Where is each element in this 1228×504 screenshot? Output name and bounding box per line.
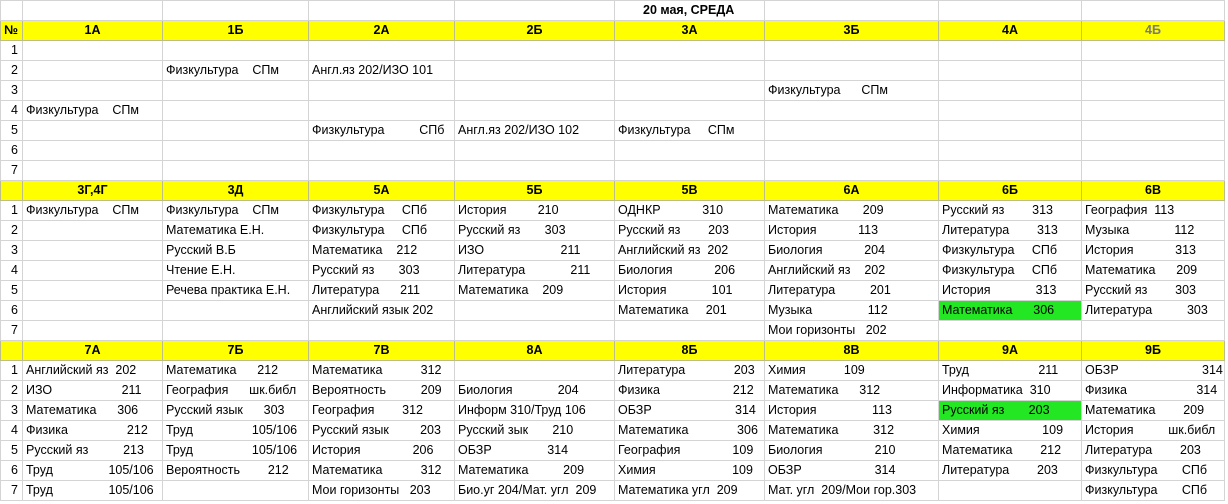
lesson-cell[interactable]: Мат. угл 209/Мои гор.303 <box>765 481 939 501</box>
lesson-cell[interactable]: Математика 306 <box>615 421 765 441</box>
lesson-cell[interactable] <box>939 101 1082 121</box>
lesson-cell[interactable] <box>309 101 455 121</box>
lesson-number[interactable]: 5 <box>1 121 23 141</box>
lesson-cell[interactable]: Биология 206 <box>615 261 765 281</box>
lesson-cell[interactable] <box>615 101 765 121</box>
lesson-cell[interactable]: История 210 <box>455 201 615 221</box>
lesson-cell[interactable] <box>455 321 615 341</box>
lesson-cell[interactable] <box>765 141 939 161</box>
lesson-cell[interactable] <box>455 361 615 381</box>
class-header[interactable]: 1Б <box>163 21 309 41</box>
lesson-cell[interactable]: Русский В.Б <box>163 241 309 261</box>
lesson-cell[interactable] <box>163 481 309 501</box>
lesson-cell[interactable]: История 113 <box>765 401 939 421</box>
date-title[interactable]: 20 мая, СРЕДА <box>615 1 765 21</box>
lesson-cell[interactable]: Информатика 310 <box>939 381 1082 401</box>
lesson-row <box>1 261 1225 281</box>
lesson-cell[interactable] <box>1082 141 1225 161</box>
lesson-cell[interactable] <box>309 321 455 341</box>
lesson-cell[interactable] <box>455 81 615 101</box>
lesson-cell[interactable]: Речева практика Е.Н. <box>163 281 309 301</box>
lesson-row <box>1 281 1225 301</box>
lesson-cell[interactable]: Литература 211 <box>309 281 455 301</box>
lesson-cell[interactable]: Химия 109 <box>765 361 939 381</box>
lesson-cell[interactable]: Биология 210 <box>765 441 939 461</box>
lesson-number[interactable]: 2 <box>1 221 23 241</box>
row-number-header[interactable]: № <box>1 21 23 41</box>
lesson-number[interactable]: 5 <box>1 441 23 461</box>
lesson-cell[interactable] <box>23 161 163 181</box>
lesson-row <box>1 461 1225 481</box>
lesson-cell[interactable] <box>23 41 163 61</box>
lesson-cell[interactable]: История 206 <box>309 441 455 461</box>
lesson-cell[interactable]: Русский яз 213 <box>23 441 163 461</box>
lesson-row <box>1 61 1225 81</box>
lesson-cell[interactable]: ОБЗР 314 <box>615 401 765 421</box>
lesson-cell[interactable] <box>1082 161 1225 181</box>
class-header[interactable]: 9Б <box>1082 341 1225 361</box>
lesson-cell[interactable] <box>939 161 1082 181</box>
class-header[interactable]: 2Б <box>455 21 615 41</box>
lesson-cell[interactable] <box>939 141 1082 161</box>
lesson-row <box>1 441 1225 461</box>
lesson-cell[interactable] <box>455 161 615 181</box>
lesson-row <box>1 361 1225 381</box>
class-header[interactable]: 5А <box>309 181 455 201</box>
lesson-cell[interactable]: ОБЗР 314 <box>1082 361 1225 381</box>
lesson-cell[interactable]: Математика 312 <box>765 381 939 401</box>
lesson-cell[interactable] <box>615 321 765 341</box>
lesson-cell[interactable]: Химия 109 <box>939 421 1082 441</box>
lesson-cell[interactable] <box>1082 41 1225 61</box>
lesson-row <box>1 101 1225 121</box>
lesson-cell[interactable]: Математика угл 209 <box>615 481 765 501</box>
lesson-cell[interactable]: Литература 211 <box>455 261 615 281</box>
lesson-cell[interactable] <box>939 481 1082 501</box>
lesson-cell[interactable]: Русский зык 210 <box>455 421 615 441</box>
lesson-cell[interactable] <box>455 101 615 121</box>
lesson-number[interactable]: 4 <box>1 421 23 441</box>
lesson-cell[interactable]: Труд 105/106 <box>23 481 163 501</box>
lesson-cell[interactable]: Физкультура СПб <box>1082 481 1225 501</box>
lesson-cell[interactable] <box>23 221 163 241</box>
lesson-cell[interactable]: Физика 212 <box>23 421 163 441</box>
lesson-cell[interactable] <box>23 241 163 261</box>
class-header[interactable]: 5В <box>615 181 765 201</box>
lesson-cell[interactable]: Физкультура СПм <box>765 81 939 101</box>
lesson-row <box>1 221 1225 241</box>
lesson-cell[interactable]: Русский яз 303 <box>309 261 455 281</box>
lesson-cell[interactable]: Литература 203 <box>939 461 1082 481</box>
class-header-row <box>1 341 1225 361</box>
lesson-cell[interactable] <box>23 281 163 301</box>
lesson-cell[interactable]: История 313 <box>939 281 1082 301</box>
lesson-cell[interactable] <box>23 81 163 101</box>
lesson-cell[interactable] <box>23 141 163 161</box>
lesson-number[interactable]: 4 <box>1 101 23 121</box>
lesson-cell[interactable] <box>765 61 939 81</box>
lesson-number[interactable]: 1 <box>1 361 23 381</box>
class-header[interactable]: 8Б <box>615 341 765 361</box>
lesson-cell[interactable]: Математика 312 <box>309 361 455 381</box>
class-header[interactable]: 1А <box>23 21 163 41</box>
lesson-cell[interactable]: История 313 <box>1082 241 1225 261</box>
class-header[interactable]: 7А <box>23 341 163 361</box>
lesson-cell[interactable] <box>939 61 1082 81</box>
lesson-row <box>1 241 1225 261</box>
lesson-number[interactable]: 1 <box>1 201 23 221</box>
lesson-cell[interactable]: География шк.библ <box>163 381 309 401</box>
lesson-row <box>1 161 1225 181</box>
lesson-cell[interactable]: Математика 212 <box>163 361 309 381</box>
lesson-cell[interactable]: Математика 306 <box>939 301 1082 321</box>
lesson-cell[interactable] <box>765 41 939 61</box>
lesson-cell[interactable] <box>615 41 765 61</box>
class-header-row <box>1 21 1225 41</box>
lesson-cell[interactable]: Математика 209 <box>1082 261 1225 281</box>
lesson-row <box>1 201 1225 221</box>
class-header[interactable]: 3Г,4Г <box>23 181 163 201</box>
lesson-cell[interactable] <box>615 81 765 101</box>
lesson-cell[interactable]: Математика 212 <box>939 441 1082 461</box>
lesson-number[interactable]: 6 <box>1 461 23 481</box>
lesson-cell[interactable] <box>615 161 765 181</box>
lesson-cell[interactable] <box>455 41 615 61</box>
lesson-row <box>1 321 1225 341</box>
class-header[interactable]: 6А <box>765 181 939 201</box>
lesson-cell[interactable]: Физкультура СПм <box>615 121 765 141</box>
lesson-cell[interactable] <box>765 161 939 181</box>
lesson-cell[interactable]: Литература 201 <box>765 281 939 301</box>
lesson-cell[interactable] <box>939 81 1082 101</box>
lesson-cell[interactable]: Математика 201 <box>615 301 765 321</box>
lesson-cell[interactable]: Русский яз 303 <box>1082 281 1225 301</box>
lesson-cell[interactable]: Английский яз 202 <box>615 241 765 261</box>
lesson-cell[interactable] <box>765 121 939 141</box>
lesson-cell[interactable]: Русский язык 203 <box>309 421 455 441</box>
lesson-cell[interactable] <box>455 141 615 161</box>
lesson-number[interactable]: 2 <box>1 381 23 401</box>
lesson-cell[interactable]: Физкультура СПб <box>1082 461 1225 481</box>
lesson-cell[interactable] <box>163 41 309 61</box>
lesson-row <box>1 141 1225 161</box>
class-header[interactable]: 6Б <box>939 181 1082 201</box>
lesson-number[interactable]: 6 <box>1 301 23 321</box>
class-header[interactable]: 5Б <box>455 181 615 201</box>
lesson-cell[interactable]: Физика 212 <box>615 381 765 401</box>
lesson-cell[interactable]: Русский яз 203 <box>939 401 1082 421</box>
lesson-cell[interactable]: Математика 312 <box>309 461 455 481</box>
lesson-cell[interactable] <box>309 41 455 61</box>
lesson-number[interactable]: 7 <box>1 161 23 181</box>
lesson-cell[interactable]: Литература 203 <box>1082 441 1225 461</box>
lesson-cell[interactable]: Химия 109 <box>615 461 765 481</box>
lesson-cell[interactable] <box>163 141 309 161</box>
lesson-cell[interactable]: ИЗО 211 <box>455 241 615 261</box>
lesson-cell[interactable] <box>23 61 163 81</box>
lesson-cell[interactable]: География 312 <box>309 401 455 421</box>
lesson-number[interactable]: 7 <box>1 321 23 341</box>
lesson-cell[interactable]: Труд 105/106 <box>163 441 309 461</box>
lesson-cell[interactable]: Математика 209 <box>455 461 615 481</box>
lesson-cell[interactable]: Труд 105/106 <box>163 421 309 441</box>
lesson-cell[interactable]: Труд 105/106 <box>23 461 163 481</box>
lesson-number[interactable]: 3 <box>1 241 23 261</box>
lesson-cell[interactable]: Вероятность 209 <box>309 381 455 401</box>
lesson-cell[interactable]: Чтение Е.Н. <box>163 261 309 281</box>
lesson-cell[interactable]: Математика 312 <box>765 421 939 441</box>
lesson-cell[interactable] <box>163 321 309 341</box>
lesson-cell[interactable]: Математика 212 <box>309 241 455 261</box>
lesson-cell[interactable]: География 109 <box>615 441 765 461</box>
lesson-cell[interactable] <box>1082 121 1225 141</box>
lesson-cell[interactable] <box>163 81 309 101</box>
lesson-cell[interactable]: Английский яз 202 <box>765 261 939 281</box>
class-header[interactable]: 8В <box>765 341 939 361</box>
lesson-cell[interactable]: Русский яз 203 <box>615 221 765 241</box>
class-header[interactable]: 2А <box>309 21 455 41</box>
lesson-row <box>1 301 1225 321</box>
lesson-row <box>1 401 1225 421</box>
lesson-cell[interactable] <box>23 321 163 341</box>
lesson-cell[interactable] <box>163 301 309 321</box>
class-header[interactable]: 3Б <box>765 21 939 41</box>
lesson-cell[interactable]: Математика 209 <box>765 201 939 221</box>
lesson-cell[interactable]: Физкультура СПб <box>939 261 1082 281</box>
lesson-row <box>1 41 1225 61</box>
lesson-cell[interactable]: Англ.яз 202/ИЗО 101 <box>309 61 455 81</box>
lesson-cell[interactable]: Английский яз 202 <box>23 361 163 381</box>
lesson-cell[interactable]: Литература 203 <box>615 361 765 381</box>
lesson-cell[interactable] <box>309 81 455 101</box>
lesson-cell[interactable]: Физкультура СПм <box>163 61 309 81</box>
lesson-number[interactable]: 4 <box>1 261 23 281</box>
lesson-cell[interactable] <box>939 41 1082 61</box>
lesson-cell[interactable]: Физкультура СПб <box>309 221 455 241</box>
lesson-number[interactable]: 5 <box>1 281 23 301</box>
lesson-cell[interactable]: Физкультура СПм <box>163 201 309 221</box>
lesson-cell[interactable] <box>23 261 163 281</box>
lesson-cell[interactable] <box>455 301 615 321</box>
lesson-cell[interactable]: Математика 209 <box>455 281 615 301</box>
lesson-cell[interactable]: География 113 <box>1082 201 1225 221</box>
lesson-cell[interactable] <box>1082 321 1225 341</box>
lesson-row <box>1 481 1225 501</box>
lesson-number[interactable]: 3 <box>1 81 23 101</box>
lesson-number[interactable]: 3 <box>1 401 23 421</box>
lesson-cell[interactable] <box>615 61 765 81</box>
lesson-cell[interactable]: Литература 313 <box>939 221 1082 241</box>
lesson-number[interactable]: 2 <box>1 61 23 81</box>
lesson-cell[interactable]: Вероятность 212 <box>163 461 309 481</box>
class-header[interactable]: 4А <box>939 21 1082 41</box>
class-header[interactable]: 6В <box>1082 181 1225 201</box>
lesson-cell[interactable]: Математика 209 <box>1082 401 1225 421</box>
date-row <box>1 1 1225 21</box>
lesson-cell[interactable]: Мои горизонты 203 <box>309 481 455 501</box>
lesson-cell[interactable]: История шк.библ <box>1082 421 1225 441</box>
lesson-cell[interactable]: Русский яз 313 <box>939 201 1082 221</box>
lesson-cell[interactable]: Биология 204 <box>455 381 615 401</box>
lesson-cell[interactable]: История 101 <box>615 281 765 301</box>
class-header[interactable]: 4Б <box>1082 21 1225 41</box>
lesson-number[interactable]: 1 <box>1 41 23 61</box>
lesson-row <box>1 81 1225 101</box>
lesson-cell[interactable]: Физика 314 <box>1082 381 1225 401</box>
lesson-cell[interactable] <box>615 141 765 161</box>
class-header-row <box>1 181 1225 201</box>
lesson-cell[interactable]: История 113 <box>765 221 939 241</box>
class-header[interactable]: 9А <box>939 341 1082 361</box>
lesson-cell[interactable] <box>1082 81 1225 101</box>
lesson-cell[interactable]: ИЗО 211 <box>23 381 163 401</box>
lesson-row <box>1 121 1225 141</box>
lesson-cell[interactable]: Био.уг 204/Мат. угл 209 <box>455 481 615 501</box>
row-number-header[interactable] <box>1 181 23 201</box>
lesson-cell[interactable]: Физкультура СПб <box>309 201 455 221</box>
lesson-cell[interactable] <box>939 321 1082 341</box>
lesson-cell[interactable]: Музыка 112 <box>765 301 939 321</box>
lesson-cell[interactable]: Физкультура СПб <box>939 241 1082 261</box>
lesson-cell[interactable]: Биология 204 <box>765 241 939 261</box>
lesson-number[interactable]: 7 <box>1 481 23 501</box>
lesson-cell[interactable]: Физкультура СПм <box>23 201 163 221</box>
lesson-cell[interactable]: Англ.яз 202/ИЗО 102 <box>455 121 615 141</box>
lesson-cell[interactable]: Труд 211 <box>939 361 1082 381</box>
lesson-cell[interactable]: Физкультура СПб <box>309 121 455 141</box>
lesson-cell[interactable] <box>765 101 939 121</box>
lesson-cell[interactable] <box>23 121 163 141</box>
class-header[interactable]: 8А <box>455 341 615 361</box>
lesson-cell[interactable]: Информ 310/Труд 106 <box>455 401 615 421</box>
lesson-cell[interactable]: ОБЗР 314 <box>455 441 615 461</box>
lesson-cell[interactable]: Мои горизонты 202 <box>765 321 939 341</box>
class-header[interactable]: 7В <box>309 341 455 361</box>
lesson-cell[interactable] <box>455 61 615 81</box>
lesson-row <box>1 421 1225 441</box>
lesson-cell[interactable] <box>23 301 163 321</box>
lesson-cell[interactable]: Математика 306 <box>23 401 163 421</box>
lesson-number[interactable]: 6 <box>1 141 23 161</box>
lesson-cell[interactable]: ОДНКР 310 <box>615 201 765 221</box>
lesson-cell[interactable] <box>1082 61 1225 81</box>
lesson-cell[interactable]: Русский яз 303 <box>455 221 615 241</box>
lesson-cell[interactable]: ОБЗР 314 <box>765 461 939 481</box>
lesson-row <box>1 381 1225 401</box>
lesson-cell[interactable] <box>309 141 455 161</box>
lesson-cell[interactable] <box>163 121 309 141</box>
lesson-cell[interactable]: Английский язык 202 <box>309 301 455 321</box>
lesson-cell[interactable]: Литература 303 <box>1082 301 1225 321</box>
lesson-cell[interactable] <box>1082 101 1225 121</box>
lesson-cell[interactable] <box>939 121 1082 141</box>
lesson-cell[interactable]: Русский язык 303 <box>163 401 309 421</box>
lesson-cell[interactable]: Музыка 112 <box>1082 221 1225 241</box>
row-number-header[interactable] <box>1 341 23 361</box>
lesson-cell[interactable]: Физкультура СПм <box>23 101 163 121</box>
lesson-cell[interactable]: Математика Е.Н. <box>163 221 309 241</box>
class-header[interactable]: 3Д <box>163 181 309 201</box>
lesson-cell[interactable] <box>163 101 309 121</box>
lesson-cell[interactable] <box>163 161 309 181</box>
lesson-cell[interactable] <box>309 161 455 181</box>
class-header[interactable]: 3А <box>615 21 765 41</box>
class-header[interactable]: 7Б <box>163 341 309 361</box>
